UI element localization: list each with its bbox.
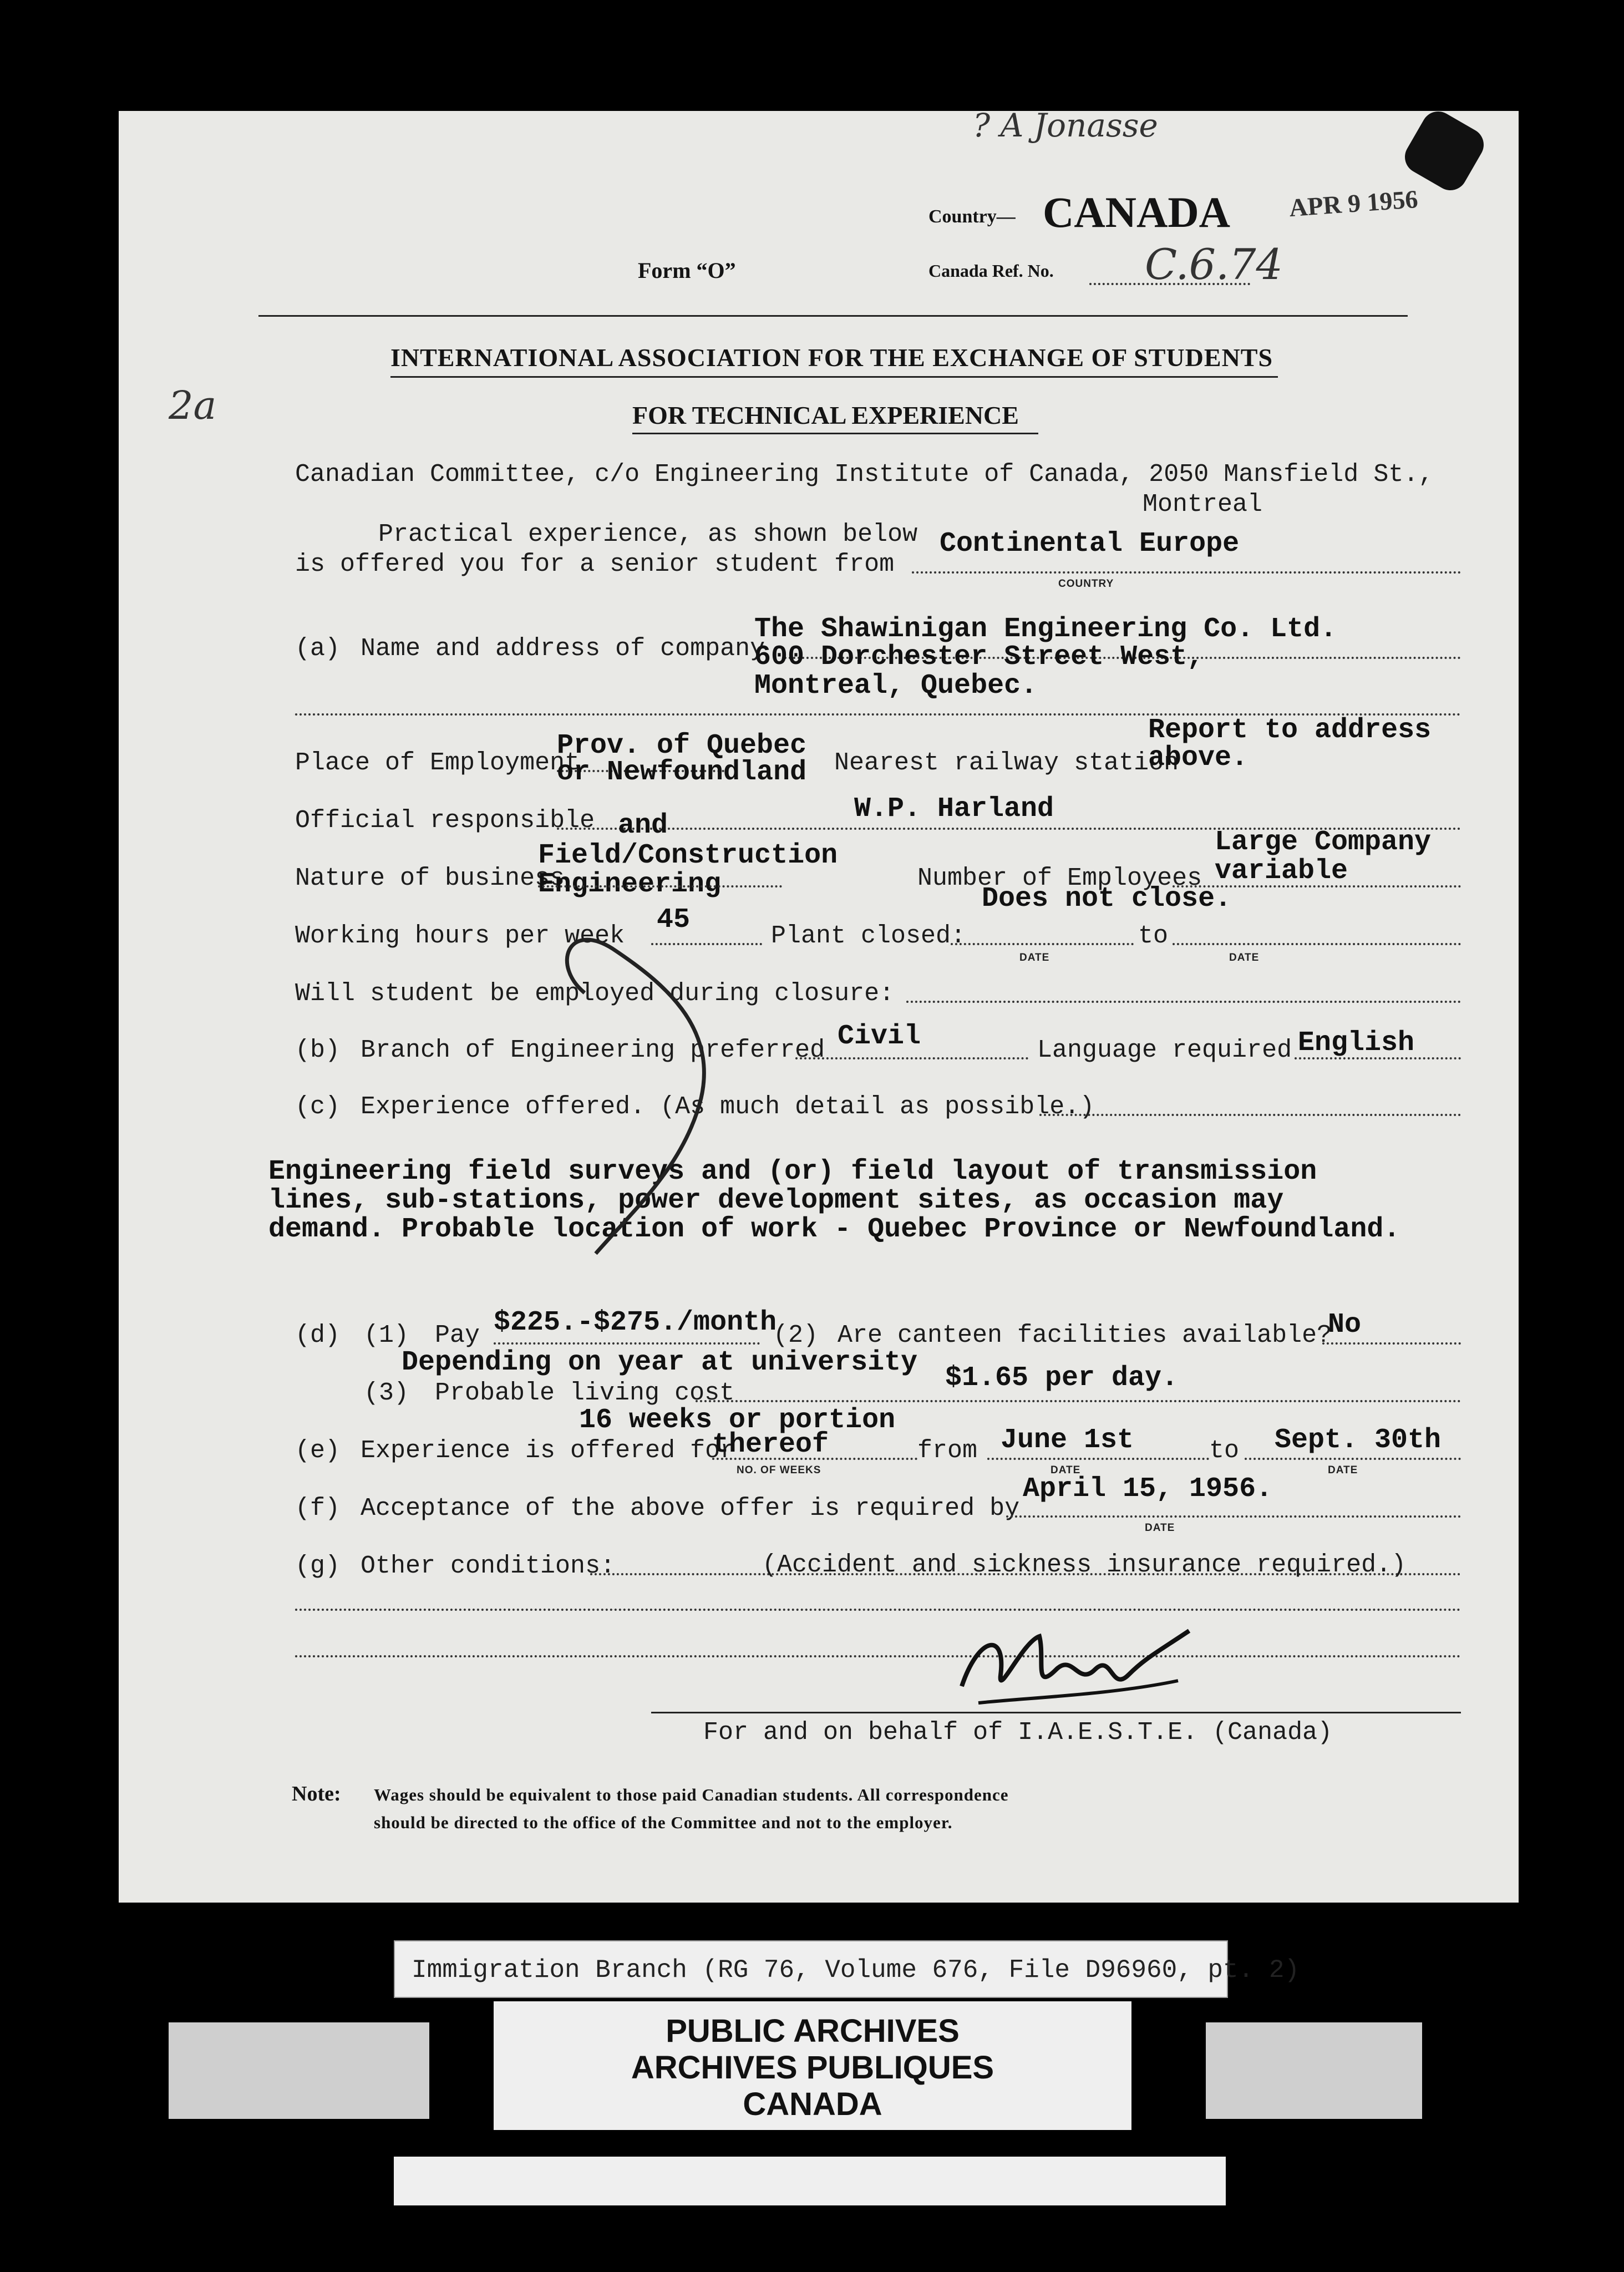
note-label: Note:: [292, 1782, 341, 1806]
hours-value: 45: [657, 904, 691, 936]
closure-dots: [906, 1001, 1461, 1003]
archive-line-3: CANADA: [743, 2086, 882, 2122]
archive-tab-right: [1206, 2022, 1422, 2119]
experience-line-1: Engineering field surveys and (or) field layout of transmission: [268, 1156, 1317, 1188]
from-value: June 1st: [1001, 1424, 1134, 1456]
nature-label: Nature of business: [295, 864, 565, 892]
form-label: Form “O”: [638, 258, 736, 283]
committee-line-2: Montreal: [1143, 490, 1263, 519]
pencil-mark: [518, 899, 806, 1265]
branch-label: Branch of Engineering preferred: [361, 1036, 825, 1064]
canada-ref-value: C.6.74: [1145, 240, 1283, 289]
archive-line-1: PUBLIC ARCHIVES: [666, 2013, 960, 2049]
note-line-1: Wages should be equivalent to those paid Canadian students. All correspondence: [374, 1785, 1009, 1804]
acceptance-value: April 15, 1956.: [1023, 1473, 1273, 1505]
living-dots: [696, 1400, 1461, 1402]
e-label: (e): [295, 1437, 341, 1465]
country-value: CANADA: [1043, 188, 1230, 236]
railway-value-1: Report to address: [1148, 714, 1432, 746]
acceptance-label: Acceptance of the above offer is required by: [361, 1494, 1020, 1523]
company-line-1: The Shawinigan Engineering Co. Ltd.: [754, 613, 1337, 645]
closed-to-dots: [1173, 943, 1461, 945]
date-caption-1: DATE: [1019, 952, 1050, 963]
behalf-text: For and on behalf of I.A.E.S.T.E. (Canada): [703, 1718, 1333, 1747]
language-value: English: [1298, 1027, 1415, 1059]
other-dots-3: [295, 1655, 1461, 1657]
experience-line-3: demand. Probable location of work - Quebec Province or Newfoundland.: [268, 1214, 1400, 1245]
acceptance-dots: [1006, 1515, 1461, 1518]
header-rule: [258, 315, 1408, 317]
offer-from-value: Continental Europe: [940, 528, 1240, 560]
signature-rule: [651, 1712, 1461, 1713]
closed-value: Does not close.: [982, 883, 1232, 915]
weeks-caption: NO. OF WEEKS: [737, 1464, 821, 1476]
archive-source-text: Immigration Branch (RG 76, Volume 676, File D96960, pt. 2): [412, 1956, 1300, 1985]
to-dots: [1245, 1458, 1461, 1460]
date-caption-4: DATE: [1328, 1464, 1358, 1476]
pay-value: $225.-$275./month: [494, 1307, 777, 1338]
canteen-value: No: [1328, 1309, 1362, 1341]
other-value: (Accident and sickness insurance required.): [762, 1551, 1407, 1579]
committee-line-1: Canadian Committee, c/o Engineering Institute of Canada, 2050 Mansfield St.,: [295, 460, 1434, 489]
place-value-2: or Newfoundland: [557, 757, 807, 788]
closed-to-label: to: [1138, 922, 1169, 950]
experience-label: Experience offered. (As much detail as possible.): [361, 1093, 1095, 1121]
experience-line-2: lines, sub-stations, power development sites, as occasion may: [268, 1185, 1284, 1216]
d-label: (d): [295, 1321, 341, 1350]
archive-source-label: [394, 1940, 1300, 1998]
form-page: [119, 106, 1519, 1903]
branch-value: Civil: [838, 1021, 921, 1052]
railway-value-2: above.: [1148, 742, 1249, 774]
b-label: (b): [295, 1036, 341, 1064]
date-caption-5: DATE: [1145, 1522, 1175, 1534]
nature-value-1: Field/Construction: [538, 840, 838, 871]
official-value: W.P. Harland: [854, 793, 1054, 825]
living-num: (3): [364, 1379, 409, 1407]
offer-line-1: Practical experience, as shown below: [378, 520, 918, 549]
archive-stamp: [494, 2001, 1131, 2130]
f-label: (f): [295, 1494, 341, 1523]
branch-dots: [795, 1057, 1028, 1059]
company-label: Name and address of company: [361, 635, 765, 663]
other-label: Other conditions:: [361, 1552, 616, 1580]
employees-label: Number of Employees: [917, 864, 1202, 892]
canada-ref-label: Canada Ref. No.: [928, 261, 1054, 281]
living-value: $1.65 per day.: [945, 1362, 1179, 1394]
closure-label: Will student be employed during closure:: [295, 980, 895, 1008]
canteen-label: Are canteen facilities available?: [838, 1321, 1332, 1350]
pay-num: (1): [364, 1321, 409, 1350]
other-dots-2: [295, 1609, 1461, 1611]
offer-line-2: is offered you for a senior student from: [295, 550, 895, 579]
title-underline-1: [390, 376, 1278, 378]
signature: [945, 1620, 1200, 1714]
railway-label: Nearest railway station: [834, 749, 1179, 777]
note-line-2: should be directed to the office of the Committee and not to the employer.: [374, 1813, 953, 1832]
archive-bottom-strip: [394, 2157, 1226, 2205]
handwritten-name: ? A Jonasse: [973, 106, 1158, 144]
to-label: to: [1209, 1437, 1240, 1465]
date-caption-2: DATE: [1229, 952, 1260, 963]
pay-depending: Depending on year at university: [402, 1347, 918, 1378]
c-label: (c): [295, 1093, 341, 1121]
pay-label: Pay: [435, 1321, 480, 1350]
date-stamp: APR 9 1956: [1288, 184, 1419, 222]
experience-dots: [1039, 1114, 1461, 1116]
weeks-value-1: 16 weeks or portion: [579, 1404, 896, 1436]
to-value: Sept. 30th: [1275, 1424, 1442, 1456]
title-underline-2: [632, 433, 1038, 434]
place-value-1: Prov. of Quebec: [557, 730, 807, 762]
country-caption: COUNTRY: [1058, 578, 1114, 590]
employees-value-2: variable: [1215, 855, 1348, 887]
title-line-2: FOR TECHNICAL EXPERIENCE: [632, 401, 1019, 429]
employees-value-1: Large Company: [1215, 826, 1432, 858]
nature-value-2: Engineering: [538, 869, 722, 900]
hours-label: Working hours per week: [295, 922, 625, 950]
from-label: from: [917, 1437, 978, 1465]
margin-note: 2a: [169, 383, 217, 428]
title-line-1: INTERNATIONAL ASSOCIATION FOR THE EXCHANGE OF STUDENTS: [390, 343, 1273, 372]
language-label: Language required: [1037, 1036, 1292, 1064]
archive-line-2: ARCHIVES PUBLIQUES: [631, 2050, 994, 2086]
closed-dots: [951, 943, 1134, 945]
canteen-num: (2): [773, 1321, 819, 1350]
date-caption-3: DATE: [1050, 1464, 1081, 1476]
offer-dots: [912, 571, 1461, 574]
company-line-3: Montreal, Quebec.: [754, 670, 1038, 702]
canteen-dots: [1322, 1342, 1461, 1345]
a-label: (a): [295, 635, 341, 663]
g-label: (g): [295, 1552, 341, 1580]
nature-dots: [538, 885, 782, 888]
weeks-value-2: thereof: [712, 1429, 829, 1460]
corner-damage: [1399, 105, 1490, 196]
offered-label: Experience is offered for: [361, 1437, 735, 1465]
closed-label: Plant closed:: [771, 922, 966, 950]
living-label: Probable living cost: [435, 1379, 735, 1407]
country-label: Country—: [928, 206, 1016, 227]
archive-tab-left: [169, 2022, 429, 2119]
official-label: Official responsible: [295, 807, 595, 835]
place-label: Place of Employment: [295, 749, 580, 777]
from-dots: [987, 1458, 1209, 1460]
pay-dots: [494, 1342, 760, 1345]
company-line-2: 600 Dorchester Street West,: [754, 641, 1204, 673]
nature-value-0: and: [618, 810, 668, 841]
